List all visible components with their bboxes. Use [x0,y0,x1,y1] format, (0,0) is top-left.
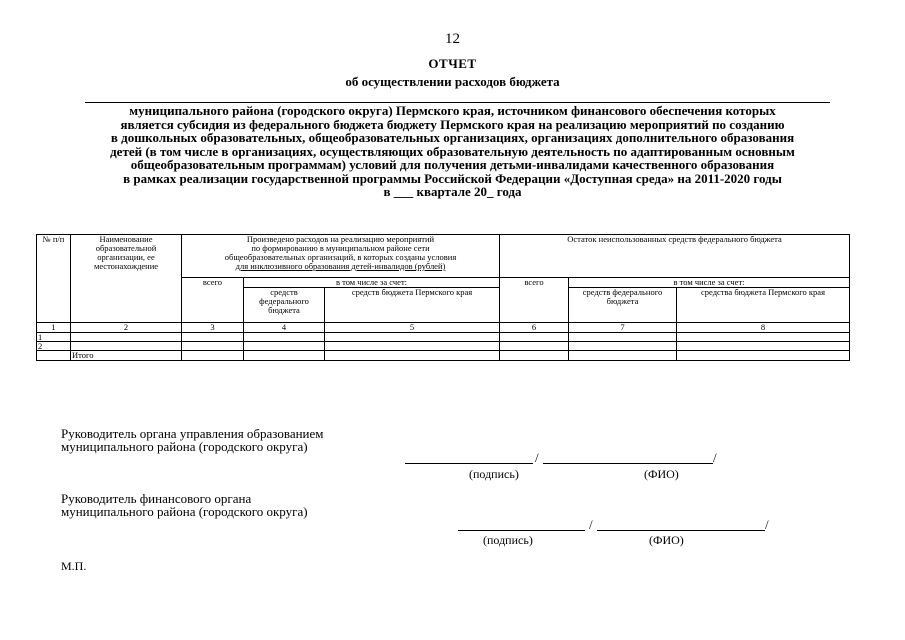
cell-rem-federal[interactable] [569,333,677,342]
total-spent-total[interactable] [182,351,244,361]
total-spent-federal[interactable] [244,351,325,361]
signature-role-finance [61,492,308,518]
description-line: в дошкольных образовательных, общеобразовательных организациях, организациях дополнительного образования [110,130,795,145]
cell-spent-federal[interactable] [244,342,325,351]
name-line[interactable] [597,530,765,531]
total-rem-perm[interactable] [677,351,850,361]
column-number: 3 [182,323,244,333]
table-row [37,342,850,351]
header-spent-total: всего [182,278,244,323]
description-line: общеобразовательным программам) условий для получения детьми-инвалидами качественного образования [130,157,775,172]
report-table [36,234,850,361]
cell-rem-total[interactable] [500,342,569,351]
header-spent-line: по формированию в муниципальном районе сети [251,243,430,253]
header-spent-perm: средств бюджета Пермского края [325,288,500,323]
header-spent-line: для инклюзивного образования детей-инвалидов (рублей) [235,261,446,271]
document-subtitle: об осуществлении расходов бюджета [345,74,560,89]
column-number-row [37,323,850,333]
header-rem-including: в том числе за счет: [569,278,850,288]
role-line: Руководитель финансового органа [61,491,252,506]
header-spent [182,235,500,278]
stamp-label: М.П. [61,559,87,573]
header-spent-line: Произведено расходов на реализацию мероприятий [246,234,435,244]
description-line: в рамках реализации государственной программы Российской Федерации «Доступная среда» на 2011-2020 годы [123,170,782,186]
cell-spent-total[interactable] [182,333,244,342]
header-rem-federal: средств федерального бюджета [569,288,677,323]
name-line[interactable] [543,463,713,464]
header-rem-perm: средства бюджета Пермского края [677,288,850,323]
total-label: Итого [71,351,182,361]
separator-slash: / [589,517,593,532]
signature-role-education [61,427,324,453]
column-number: 6 [500,323,569,333]
separator-slash: / [765,517,769,532]
row-number: 2 [37,342,71,351]
total-rem-total[interactable] [500,351,569,361]
role-line: муниципального района (городского округа) [61,439,308,454]
report-description [40,104,865,199]
caption-signature: (подпись) [483,533,533,547]
caption-name: (ФИО) [644,467,679,481]
header-num: № п/п [37,235,71,323]
total-spent-perm[interactable] [325,351,500,361]
cell-rem-total[interactable] [500,333,569,342]
table-row [37,333,850,342]
signature-line[interactable] [405,463,533,464]
cell-org-name[interactable] [71,342,182,351]
caption-signature: (подпись) [469,467,519,481]
column-number: 8 [677,323,850,333]
document-title: ОТЧЕТ [428,56,477,71]
column-number: 5 [325,323,500,333]
column-number: 2 [71,323,182,333]
cell-spent-perm[interactable] [325,333,500,342]
header-rem-total: всего [500,278,569,323]
page-number: 12 [445,31,460,47]
column-number: 1 [37,323,71,333]
header-spent-federal: средств федерального бюджета [244,288,325,323]
description-line: в ___ квартале 20_ года [383,184,522,199]
role-line: Руководитель органа управления образованием [61,426,324,441]
role-line: муниципального района (городского округа) [61,504,308,519]
signature-line[interactable] [458,530,585,531]
total-rem-federal[interactable] [569,351,677,361]
header-spent-including: в том числе за счет: [244,278,500,288]
caption-name: (ФИО) [649,533,684,547]
cell-spent-federal[interactable] [244,333,325,342]
total-row [37,351,850,361]
separator-slash: / [713,450,717,465]
separator-slash: / [535,450,539,465]
description-line: детей (в том числе в организациях, осуществляющих образовательную деятельность по адаптированным основным [110,143,795,159]
header-spent-line: общеобразовательных организаций, в которых созданы условия [224,252,457,262]
description-line: является субсидия из федерального бюджета бюджету Пермского края на реализацию мероприятий по созданию [120,116,785,132]
description-line: муниципального района (городского округа) Пермского края, источником финансового обеспечения которых [129,103,776,118]
cell-rem-federal[interactable] [569,342,677,351]
header-org-name: Наименование образовательной организации, ее местонахождение [71,235,182,323]
row-number: 1 [37,333,71,342]
cell-rem-perm[interactable] [677,333,850,342]
cell-spent-total[interactable] [182,342,244,351]
total-num-cell [37,351,71,361]
cell-rem-perm[interactable] [677,342,850,351]
cell-org-name[interactable] [71,333,182,342]
column-number: 7 [569,323,677,333]
cell-spent-perm[interactable] [325,342,500,351]
header-remainder: Остаток неиспользованных средств федерального бюджета [500,235,850,278]
column-number: 4 [244,323,325,333]
